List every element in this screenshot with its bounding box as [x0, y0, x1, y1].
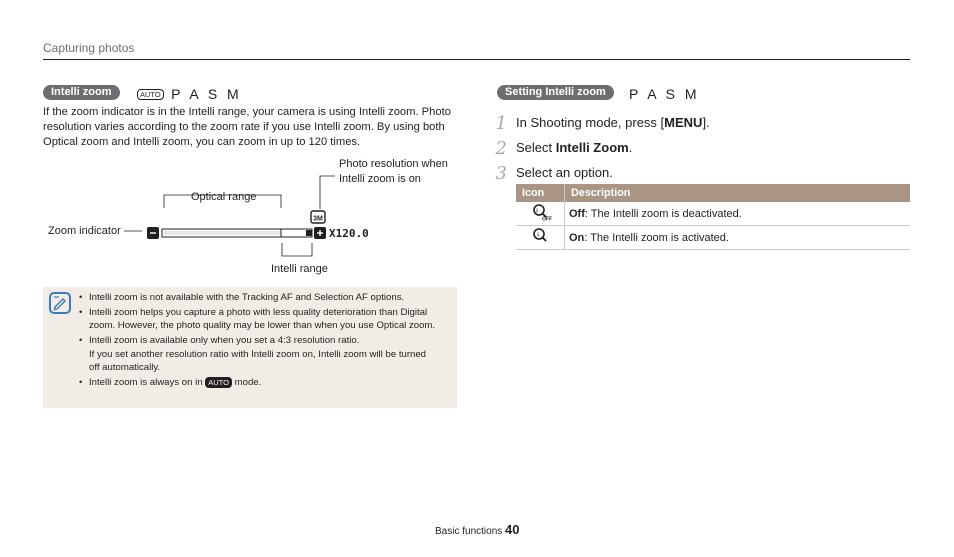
table-row — [516, 226, 910, 250]
header-divider — [43, 59, 910, 60]
table-row — [516, 202, 910, 226]
optical-range-bracket — [164, 195, 281, 208]
note-item: • Intelli zoom is not available with the Tracking AF and Selection AF options. — [79, 292, 405, 303]
footer-section-label: Basic functions — [435, 526, 503, 537]
table-cell-description: Off: The Intelli zoom is deactivated. — [565, 202, 911, 226]
svg-text:i: i — [537, 232, 539, 239]
intelli-range-bracket — [282, 243, 312, 256]
options-table — [516, 184, 910, 250]
step-number: 3 — [495, 163, 507, 184]
intelli-zoom-off-icon — [516, 202, 565, 226]
mode-icons-left — [137, 86, 242, 104]
notes-list — [79, 291, 439, 391]
step-1-text: In Shooting mode, press [MENU]. — [516, 115, 710, 130]
pasm-modes: P A S M — [171, 86, 242, 102]
intelli-range-label: Intelli range — [271, 263, 328, 275]
auto-mode-icon: AUTO — [137, 89, 164, 100]
table-cell-description: On: The Intelli zoom is activated. — [565, 226, 911, 250]
auto-mode-icon: AUTO — [205, 377, 232, 388]
menu-key: MENU — [664, 115, 703, 130]
svg-text:OFF: OFF — [542, 216, 552, 223]
resolution-leader — [320, 176, 335, 209]
intro-paragraph: If the zoom indicator is in the Intelli range, your camera is using Intelli zoom. Photo resolution varies according to the zoom rate if you use Intelli zoom. By using both Optical zoom and Intelli zoom, you can zoom in up to 120 times. — [43, 106, 451, 148]
svg-text:3M: 3M — [313, 215, 323, 223]
optical-range-label: Optical range — [191, 191, 257, 203]
step-2-text: Select Intelli Zoom. — [516, 140, 633, 155]
zoom-position-marker — [306, 230, 312, 236]
table-header-description: Description — [565, 184, 911, 202]
optical-segment — [164, 231, 281, 235]
section-title: Capturing photos — [43, 41, 135, 55]
pasm-modes-right: P A S M — [629, 86, 700, 102]
page-number: 40 — [505, 522, 520, 537]
step-number: 2 — [495, 138, 507, 159]
intelli-zoom-on-icon — [516, 226, 565, 250]
svg-text:i: i — [536, 208, 538, 215]
zoom-indicator-label: Zoom indicator — [48, 225, 121, 237]
photo-resolution-note: Photo resolution when Intelli zoom is on — [339, 158, 448, 185]
intelli-zoom-pill: Intelli zoom — [43, 85, 120, 100]
note-item: • Intelli zoom helps you capture a photo with less quality deterioration than Digital zoom. However, the photo quality may be lower than when you use Optical zoom. — [79, 306, 436, 332]
step-number: 1 — [495, 113, 507, 134]
zoom-bar-diagram — [120, 180, 380, 260]
zoom-value: X120.0 — [329, 227, 369, 240]
step-3-text: Select an option. — [516, 165, 613, 180]
note-item: • Intelli zoom is always on in AUTO mode. — [79, 377, 262, 389]
note-item: • Intelli zoom is available only when you set a 4:3 resolution ratio. If you set another resolution ratio with Intelli zoom on, Intelli zoom will be turned off automatically. — [79, 335, 427, 374]
table-header-icon: Icon — [516, 184, 565, 202]
setting-intelli-zoom-pill: Setting Intelli zoom — [497, 85, 614, 100]
pencil-note-icon — [49, 292, 71, 314]
